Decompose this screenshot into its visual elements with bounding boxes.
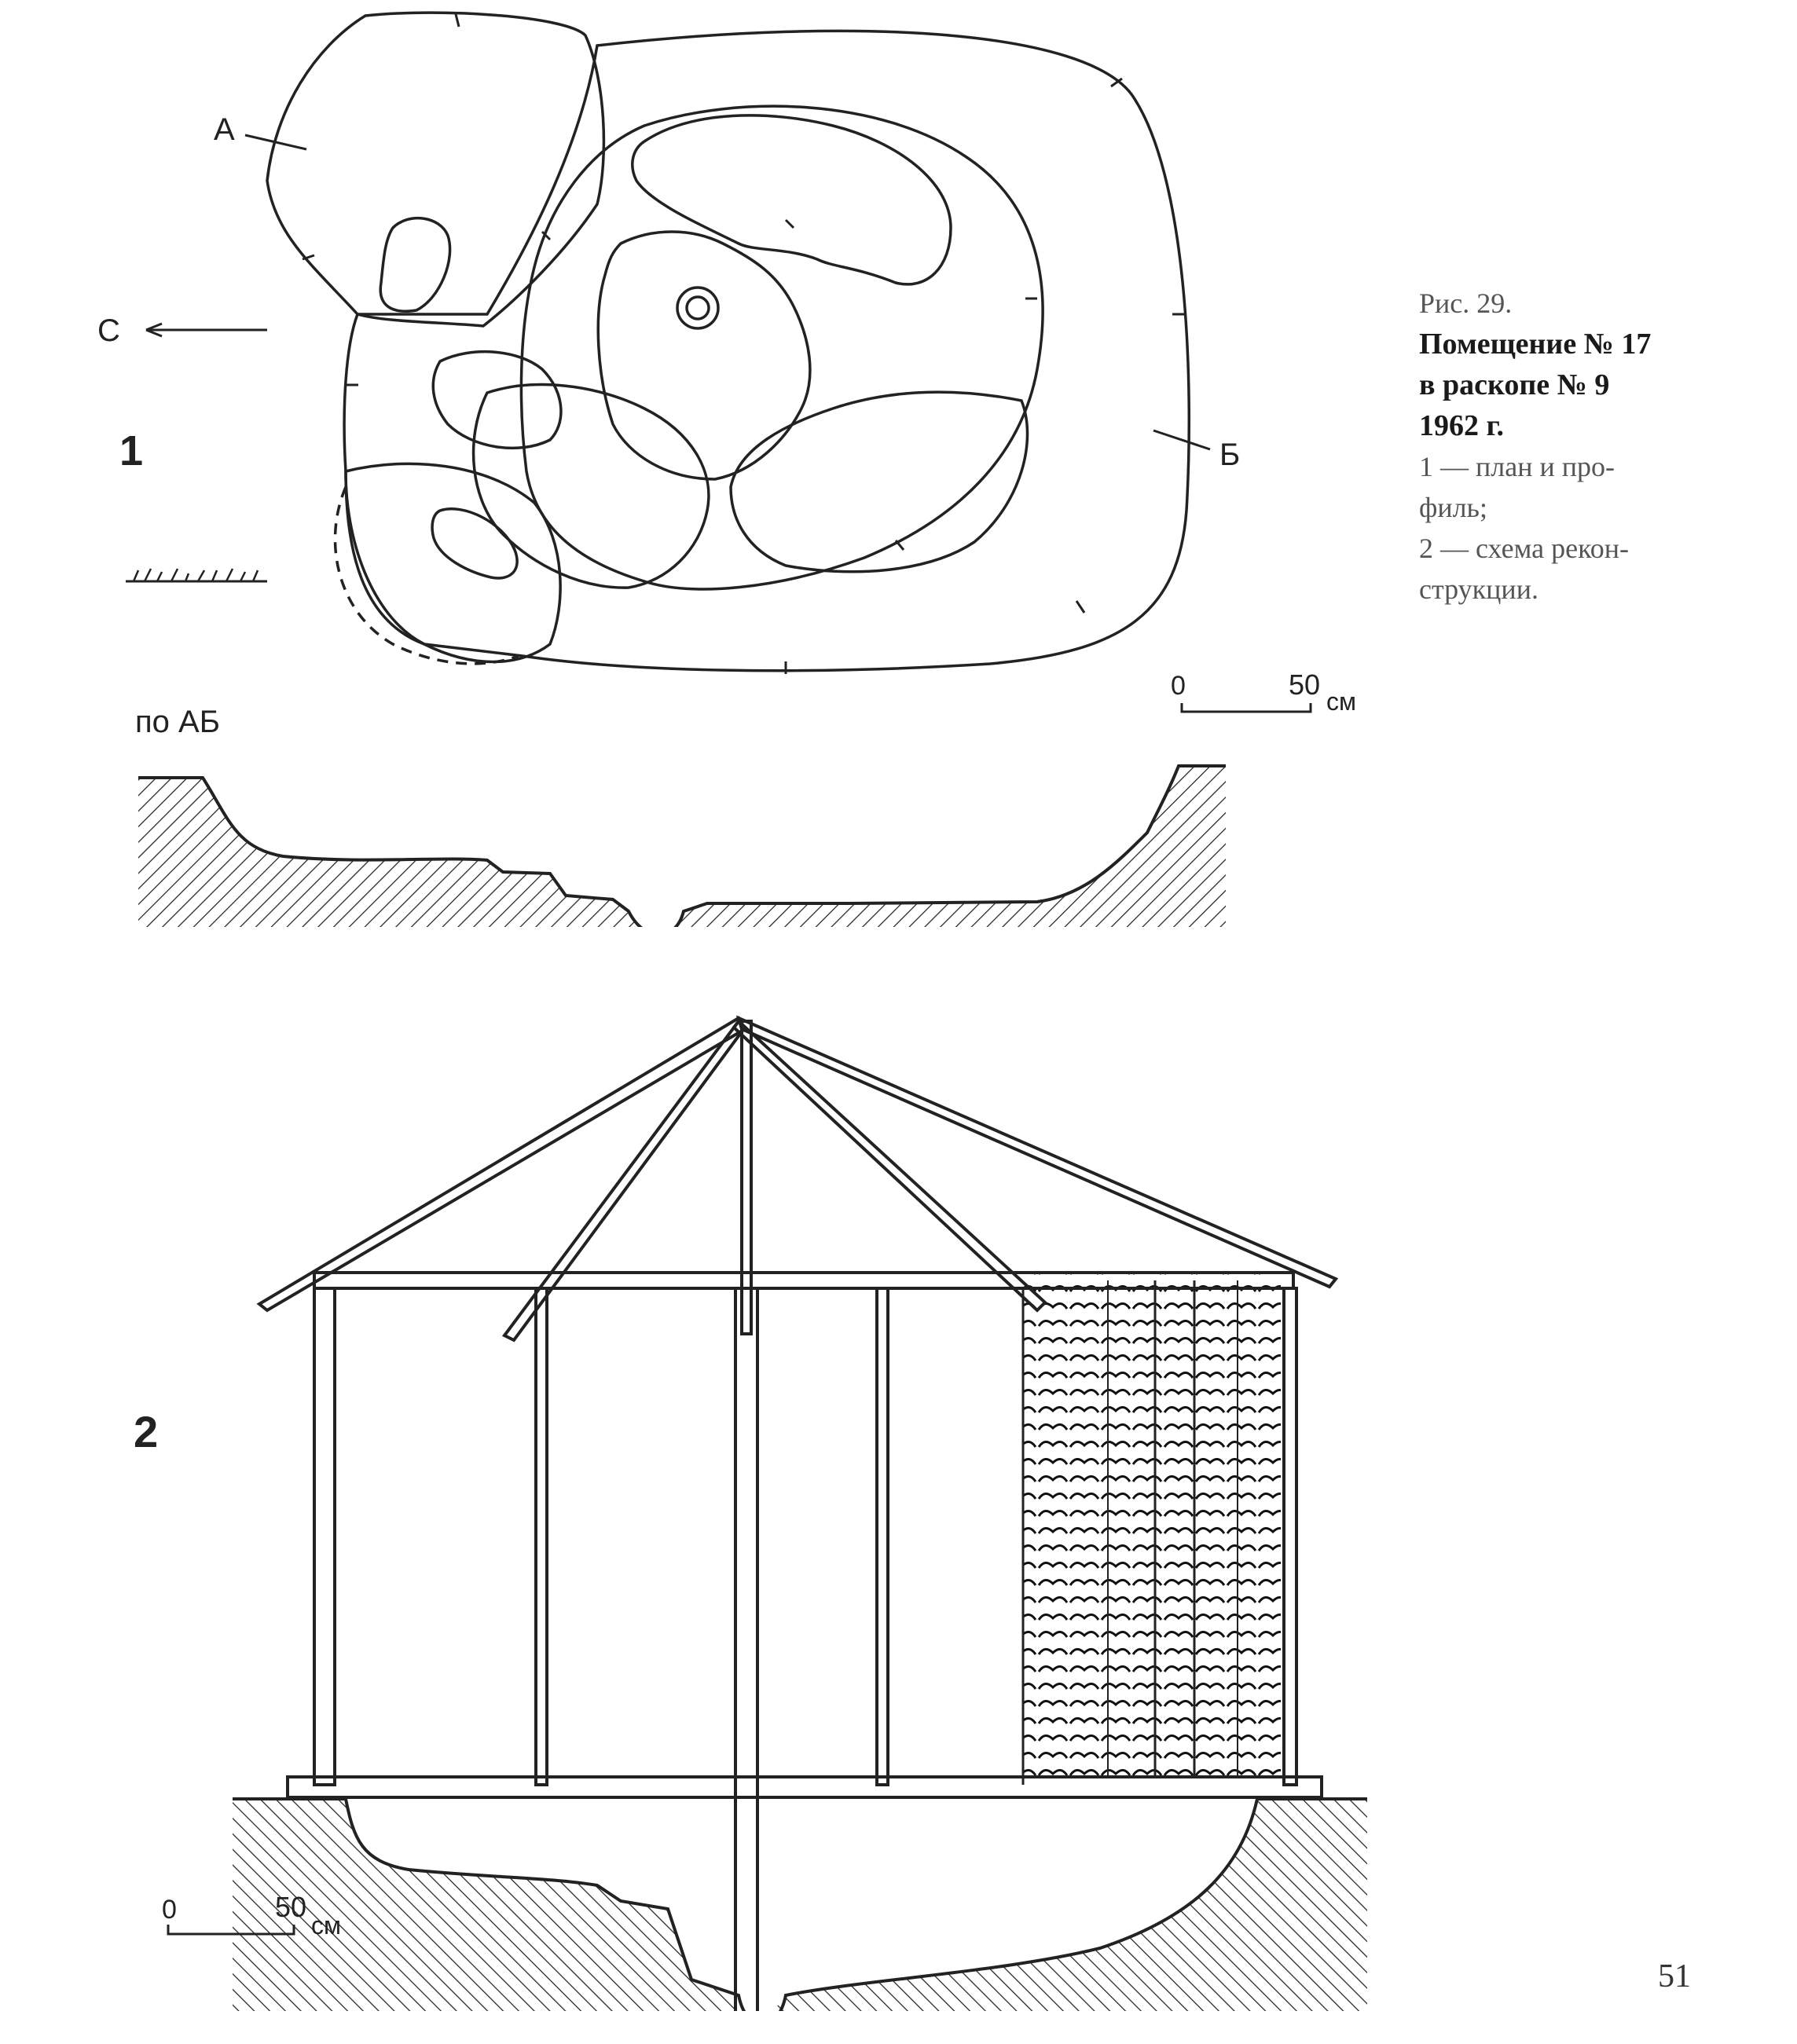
post-hole-inner xyxy=(687,297,709,319)
pit-outline xyxy=(344,31,1189,670)
oval-a xyxy=(380,218,449,312)
post-4 xyxy=(877,1288,888,1785)
recon-scale-value: 50 xyxy=(275,1891,307,1923)
post-2 xyxy=(536,1288,547,1785)
figure-label: Рис. 29. xyxy=(1419,288,1513,319)
plan-view xyxy=(126,13,1311,712)
page-number: 51 xyxy=(1658,1958,1691,1995)
post-1 xyxy=(314,1288,335,1785)
rafter-left-inner xyxy=(504,1021,745,1340)
floor-beam xyxy=(288,1777,1322,1797)
pit-hatch xyxy=(233,1799,1367,2044)
reconstruction-drawing xyxy=(168,1018,1375,2044)
post-3 xyxy=(735,1288,757,2035)
section-profile xyxy=(134,766,1234,982)
recon-scale-unit: см xyxy=(311,1911,341,1940)
figure-desc-line: 2 — схема рекон- xyxy=(1419,533,1629,564)
oval-b xyxy=(432,509,517,578)
figure-title-line: 1962 г. xyxy=(1419,409,1504,442)
zone-a xyxy=(267,13,603,326)
thatched-wall xyxy=(1023,1274,1281,1777)
plan-scale-zero: 0 xyxy=(1171,671,1186,701)
lobe-upper xyxy=(633,115,951,284)
lobe-right xyxy=(731,392,1028,572)
label-b: Б xyxy=(1219,438,1241,472)
roof-right xyxy=(739,1018,1336,1287)
plan-scale-value: 50 xyxy=(1289,669,1321,701)
figure-desc-line: филь; xyxy=(1419,492,1487,523)
section-label: по АБ xyxy=(135,705,220,739)
north-label: С xyxy=(97,313,120,348)
figure-caption xyxy=(1419,283,1733,610)
label-a: А xyxy=(214,112,235,147)
rafter-right-inner xyxy=(734,1021,1045,1310)
figure-desc-line: струкции. xyxy=(1419,573,1538,605)
post-5 xyxy=(1284,1288,1296,1785)
panel-2-number: 2 xyxy=(134,1407,159,1456)
figure-desc-line: 1 — план и про- xyxy=(1419,451,1615,482)
lobe-center xyxy=(598,232,810,479)
recon-scale-zero: 0 xyxy=(162,1895,177,1925)
post-hole-outer xyxy=(677,288,718,328)
figure-title-line: Помещение № 17 xyxy=(1419,328,1652,361)
plan-scale-unit: см xyxy=(1326,687,1356,716)
panel-1-number: 1 xyxy=(119,427,144,474)
figure-title-line: в раскопе № 9 xyxy=(1419,368,1610,401)
lobe-left xyxy=(433,352,561,449)
roof-left xyxy=(259,1018,745,1310)
